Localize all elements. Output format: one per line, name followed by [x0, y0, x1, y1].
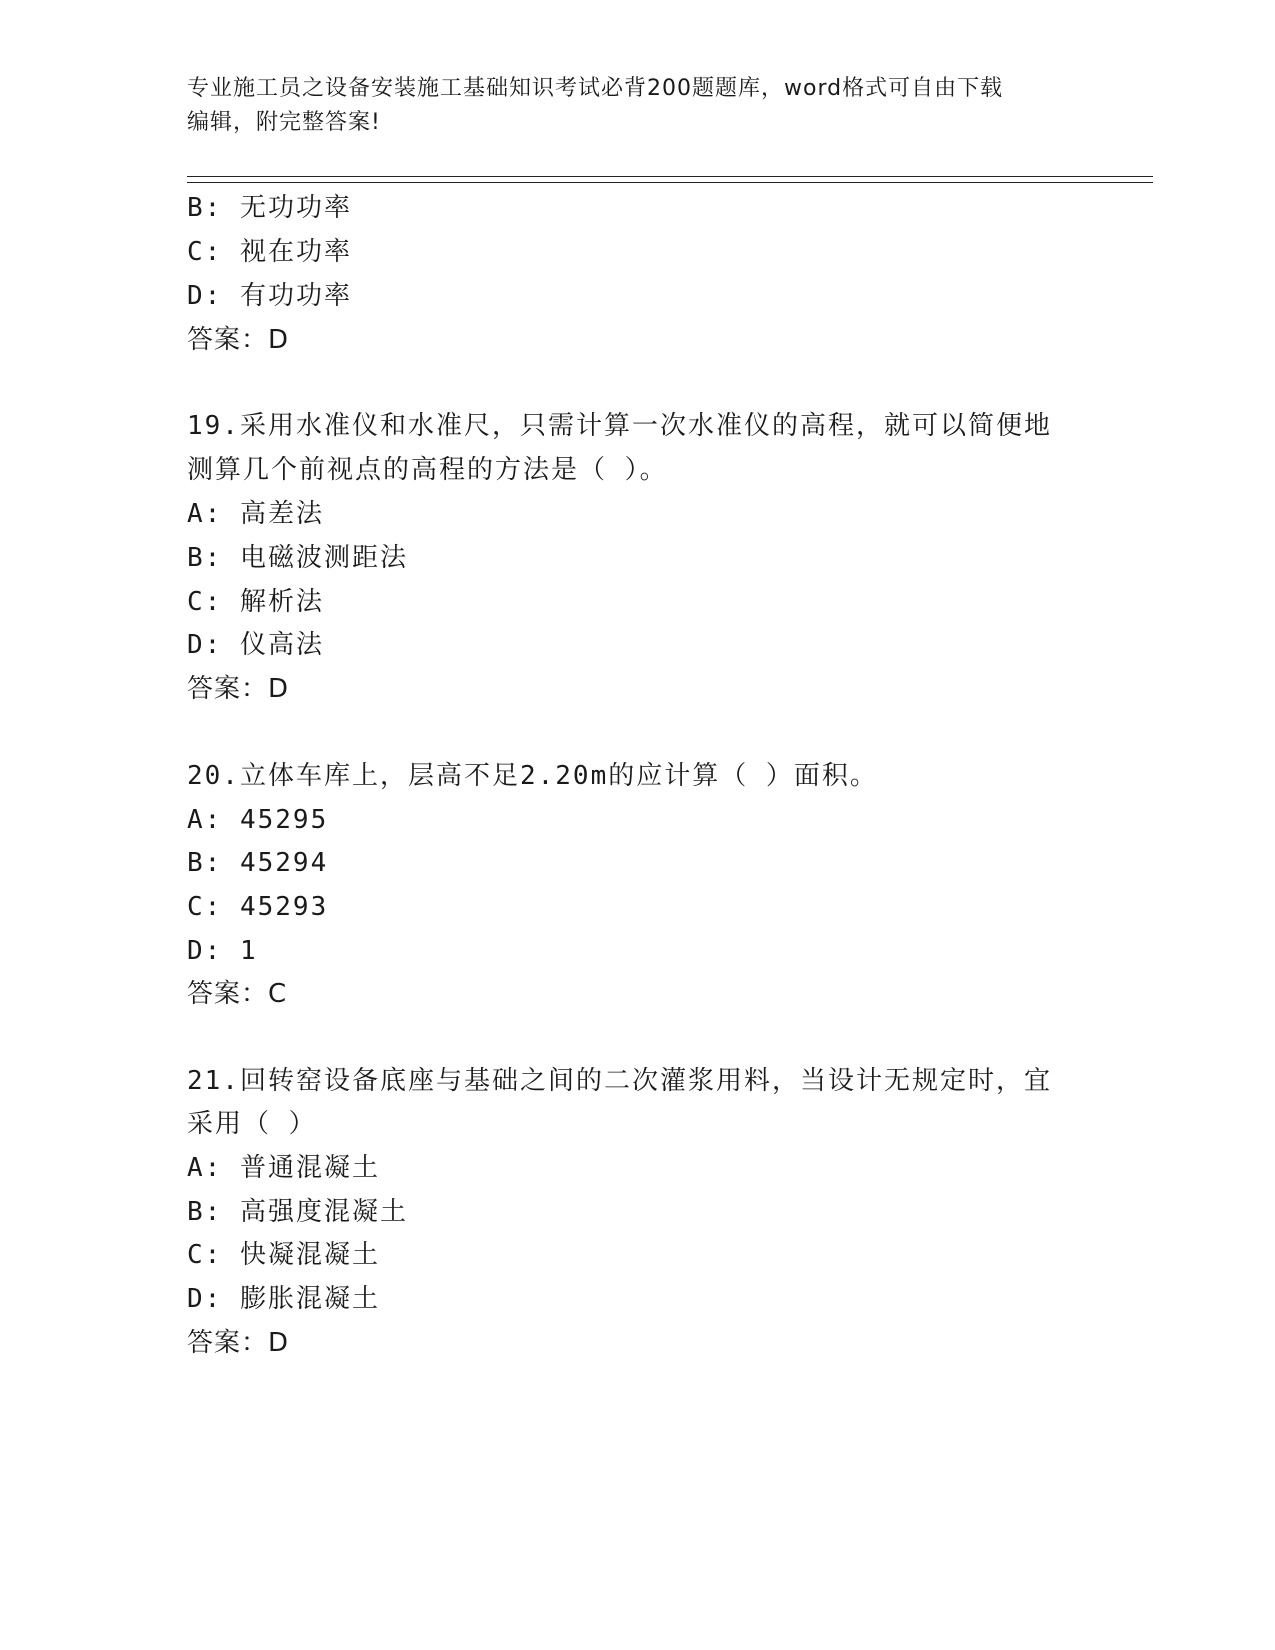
- q19-option-d: D: 仪高法: [187, 630, 324, 660]
- q18-answer: 答案：D: [187, 325, 290, 355]
- q18-option-c: C: 视在功率: [187, 237, 352, 267]
- header-divider-bottom: [187, 182, 1153, 183]
- q18-option-b: B: 无功功率: [187, 193, 352, 223]
- q19-option-a: A: 高差法: [187, 499, 324, 529]
- q20-answer: 答案：C: [187, 979, 288, 1009]
- q19-option-b: B: 电磁波测距法: [187, 543, 408, 573]
- q19-answer: 答案：D: [187, 674, 290, 704]
- q20-stem-line1: 20.立体车库上，层高不足2.20m的应计算（ ）面积。: [187, 761, 878, 791]
- q21-option-d: D: 膨胀混凝土: [187, 1284, 380, 1314]
- document-header: [187, 72, 1087, 140]
- q21-option-b: B: 高强度混凝土: [187, 1197, 408, 1227]
- q20-option-c: C: 45293: [187, 892, 329, 922]
- header-title-line2: 编辑，附完整答案!: [187, 110, 381, 135]
- q21-option-a: A: 普通混凝土: [187, 1153, 380, 1183]
- header-divider-top: [187, 176, 1153, 177]
- q21-stem-line2: 采用（ ）: [187, 1109, 317, 1139]
- q20-option-b: B: 45294: [187, 848, 329, 878]
- q21-option-c: C: 快凝混凝土: [187, 1240, 380, 1270]
- q19-stem-line1: 19.采用水准仪和水准尺，只需计算一次水准仪的高程，就可以简便地: [187, 411, 1052, 441]
- q18-option-d: D: 有功功率: [187, 281, 352, 311]
- header-title-line1: 专业施工员之设备安装施工基础知识考试必背200题题库，word格式可自由下载: [187, 76, 1004, 101]
- q21-stem-line1: 21.回转窑设备底座与基础之间的二次灌浆用料，当设计无规定时，宜: [187, 1066, 1052, 1096]
- q20-option-d: D: 1: [187, 936, 258, 966]
- q19-option-c: C: 解析法: [187, 587, 324, 617]
- q19-stem-line2: 测算几个前视点的高程的方法是（ ）。: [187, 455, 668, 485]
- q21-answer: 答案：D: [187, 1328, 290, 1358]
- q20-option-a: A: 45295: [187, 805, 329, 835]
